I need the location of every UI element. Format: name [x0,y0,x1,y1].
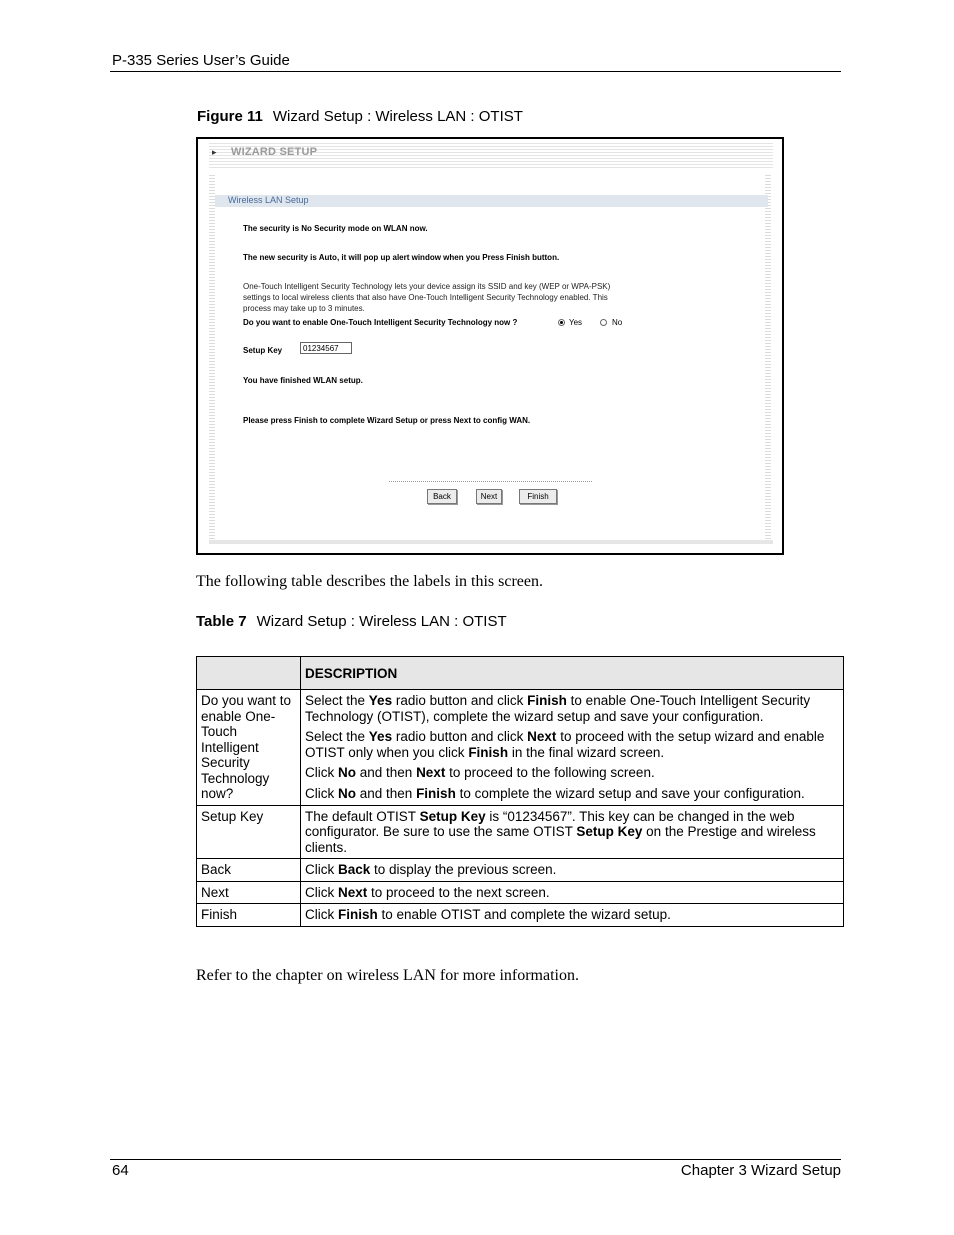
intro-paragraph: The following table describes the labels in this screen. [196,573,544,590]
row-label: Back [197,859,301,882]
chapter-title: Chapter 3 Wizard Setup [680,1162,841,1179]
row-label: Setup Key [197,805,301,859]
figure-title: Wizard Setup : Wireless LAN : OTIST [272,108,523,125]
figure-label: Figure 11 [197,108,263,125]
figure-caption [197,108,523,125]
next-button[interactable]: Next [476,489,502,504]
row-label: Next [197,881,301,904]
otist-description-line: process may take up to 3 minutes. [243,304,365,313]
table-label: Table 7 [196,613,247,630]
left-border-pattern [209,175,215,543]
table-row [197,904,844,927]
no-radio-group[interactable] [600,318,622,327]
row-description: Click Back to display the previous screen. [301,859,844,882]
security-status-text: The security is No Security mode on WLAN now. [243,224,428,233]
bottom-border [209,540,773,544]
otist-description-line: One-Touch Intelligent Security Technology lets your device assign its SSID and key (WEP or WPA-PSK) [243,282,611,291]
row-label: Finish [197,904,301,927]
yes-label: Yes [569,318,583,327]
press-finish-text: Please press Finish to complete Wizard Setup or press Next to config WAN. [243,416,531,425]
description-paragraph: Click No and then Next to proceed to the following screen. [305,765,655,780]
back-button[interactable]: Back [427,489,457,504]
table-title: Wizard Setup : Wireless LAN : OTIST [256,613,507,630]
yes-radio-button[interactable] [558,319,565,326]
finish-button[interactable]: Finish [519,489,557,504]
table-row [197,690,844,806]
row-description: Click Finish to enable OTIST and complete the wizard setup. [301,904,844,927]
row-label: Do you want to enable One-Touch Intelligent Security Technology now? [197,690,301,806]
outro-paragraph: Refer to the chapter on wireless LAN for more information. [196,967,579,984]
description-header: DESCRIPTION [301,657,844,690]
label-header [197,657,301,690]
table-row [197,859,844,882]
wizard-banner-title: WIZARD SETUP [231,146,318,158]
page-number: 64 [112,1162,129,1179]
no-label: No [612,318,623,327]
button-divider [389,481,592,482]
table-row [197,881,844,904]
yes-radio-group[interactable] [558,318,582,327]
description-paragraph: Select the Yes radio button and click Finish to enable One-Touch Intelligent Security Technology (OTIST), complete the wizard setup and save your configuration. [305,693,811,724]
right-border-pattern [765,175,771,543]
table-header-row [197,657,844,690]
otist-question: Do you want to enable One-Touch Intelligent Security Technology now ? [243,318,518,327]
row-description: Click Next to proceed to the next screen. [301,881,844,904]
table-row [197,805,844,859]
description-table [196,656,844,927]
no-radio-button[interactable] [600,319,607,326]
table-caption [196,613,507,630]
setup-key-input[interactable]: 01234567 [300,342,352,354]
section-title: Wireless LAN Setup [228,195,309,205]
otist-description-line: settings to local wireless clients that also have One-Touch Intelligent Security Technology enabled. This [243,293,608,302]
banner-arrow-icon: ▸ [212,147,217,157]
description-paragraph: Click No and then Finish to complete the wizard setup and save your configuration. [305,785,805,801]
finished-text: You have finished WLAN setup. [243,376,363,385]
new-security-text: The new security is Auto, it will pop up alert window when you Press Finish button. [243,253,560,262]
description-paragraph: Select the Yes radio button and click Next to proceed with the setup wizard and enable OTIST only when you click Finish in the final wizard screen. [305,729,825,760]
row-description [301,690,844,806]
setup-key-label: Setup Key [243,346,283,355]
footer-rule [110,1159,841,1160]
row-description: The default OTIST Setup Key is “01234567”. This key can be changed in the web configurator. Be sure to use the same OTIST Setup Key on the Prestige and wireless clients. [301,805,844,859]
running-header: P-335 Series User’s Guide [112,52,290,69]
header-rule [110,71,841,72]
